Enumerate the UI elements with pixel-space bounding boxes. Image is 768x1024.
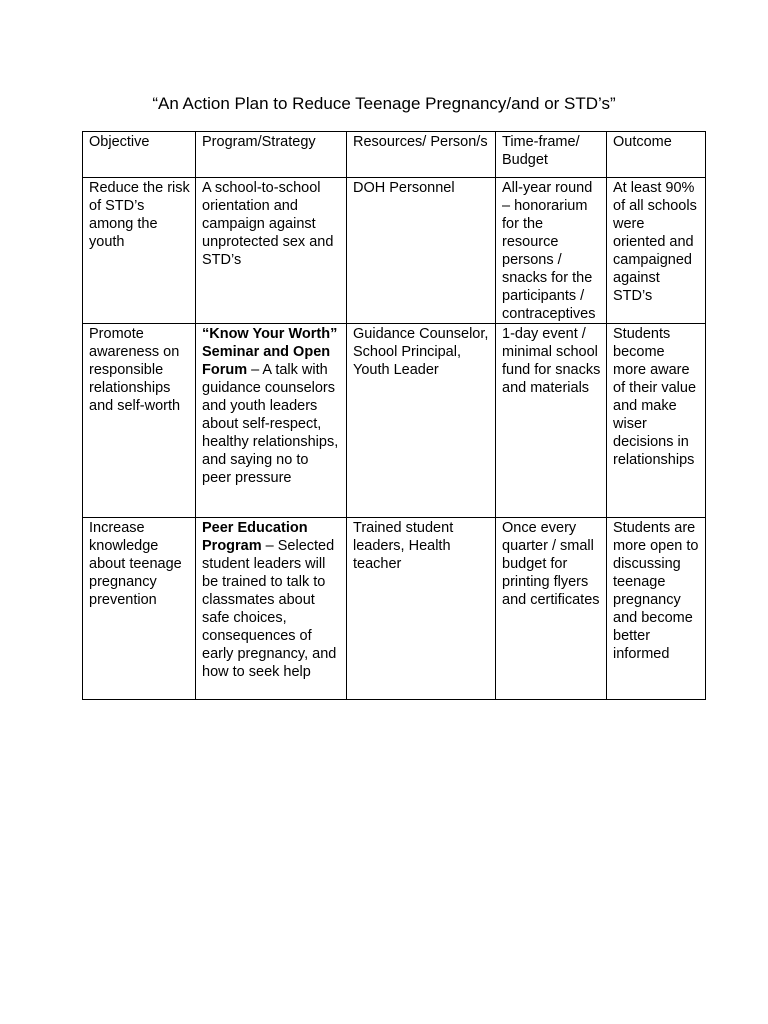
program-title: “Know Your Worth” Seminar and Open Forum bbox=[202, 326, 338, 378]
header-program-strategy: Program/Strategy bbox=[196, 132, 347, 178]
table-row bbox=[83, 324, 706, 518]
cell-timeframe-budget: Once every quarter / small budget for printing flyers and certificates bbox=[496, 518, 607, 700]
cell-program-strategy bbox=[196, 178, 347, 324]
cell-outcome: Students become more aware of their value and make wiser decisions in relationships bbox=[607, 324, 706, 518]
header-objective: Objective bbox=[83, 132, 196, 178]
cell-resources: DOH Personnel bbox=[347, 178, 496, 324]
program-description: A school-to-school orientation and campaign against unprotected sex and STD’s bbox=[202, 180, 334, 268]
cell-resources: Guidance Counselor, School Principal, Youth Leader bbox=[347, 324, 496, 518]
cell-objective: Increase knowledge about teenage pregnancy prevention bbox=[83, 518, 196, 700]
table-row bbox=[83, 178, 706, 324]
cell-resources: Trained student leaders, Health teacher bbox=[347, 518, 496, 700]
page-title: “An Action Plan to Reduce Teenage Pregnancy/and or STD’s” bbox=[152, 94, 616, 113]
program-description: – Selected student leaders will be trained to talk to classmates about safe choices, consequences of early pregnancy, and how to seek help bbox=[202, 538, 337, 680]
cell-program-strategy bbox=[196, 324, 347, 518]
header-timeframe-budget: Time-frame/ Budget bbox=[496, 132, 607, 178]
cell-outcome: At least 90% of all schools were oriented and campaigned against STD’s bbox=[607, 178, 706, 324]
cell-outcome: Students are more open to discussing teenage pregnancy and become better informed bbox=[607, 518, 706, 700]
cell-program-strategy bbox=[196, 518, 347, 700]
header-resources: Resources/ Person/s bbox=[347, 132, 496, 178]
cell-timeframe-budget: 1-day event / minimal school fund for snacks and materials bbox=[496, 324, 607, 518]
table-header-row bbox=[83, 132, 706, 178]
program-title: Peer Education Program bbox=[202, 520, 308, 554]
cell-timeframe-budget: All-year round – honorarium for the resource persons / snacks for the participants / contraceptives bbox=[496, 178, 607, 324]
table-row bbox=[83, 518, 706, 700]
cell-objective: Promote awareness on responsible relationships and self-worth bbox=[83, 324, 196, 518]
header-outcome: Outcome bbox=[607, 132, 706, 178]
cell-objective: Reduce the risk of STD’s among the youth bbox=[83, 178, 196, 324]
program-description: – A talk with guidance counselors and youth leaders about self-respect, healthy relationships, and saying no to peer pressure bbox=[202, 362, 339, 486]
action-plan-table bbox=[82, 131, 706, 700]
